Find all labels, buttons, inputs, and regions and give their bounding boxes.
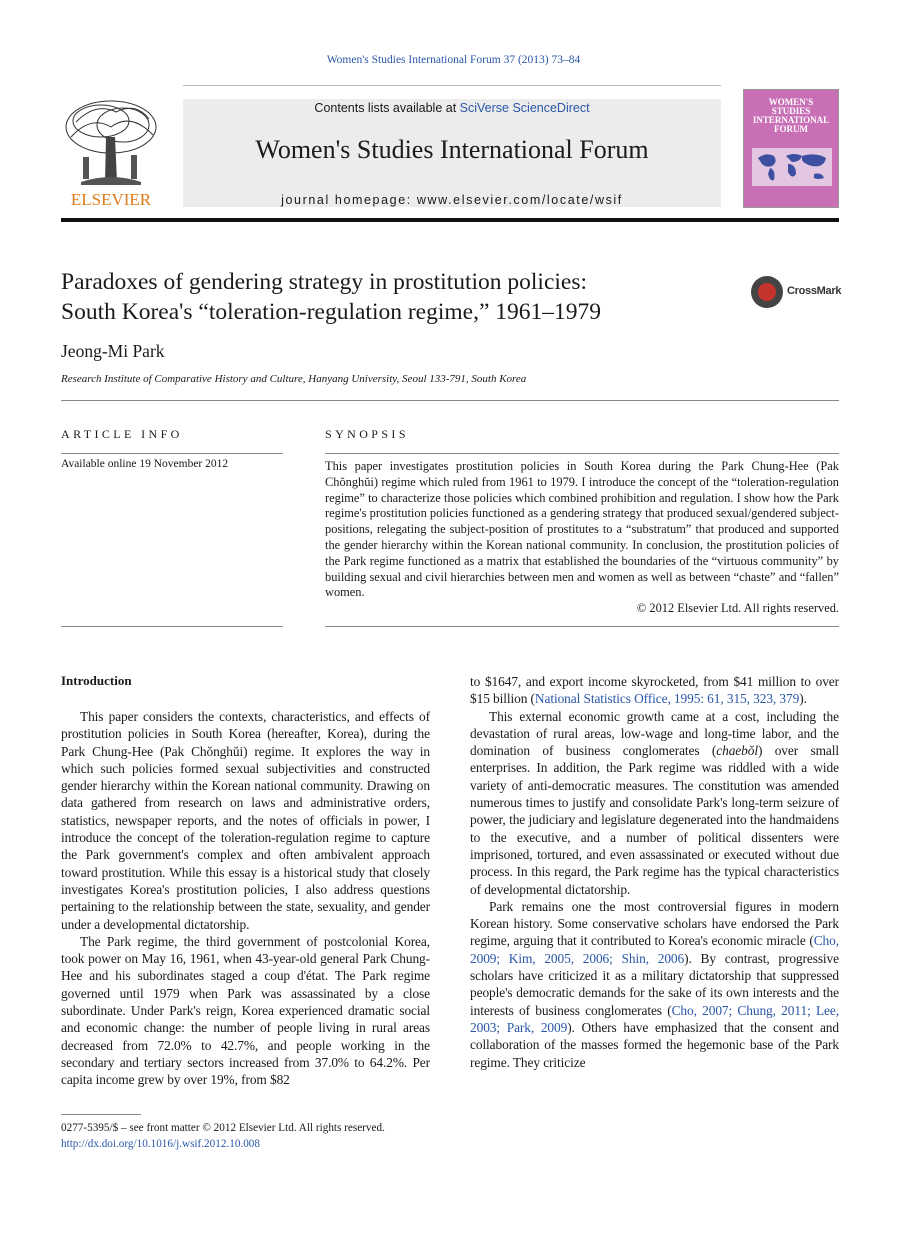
doi-link[interactable]: http://dx.doi.org/10.1016/j.wsif.2012.10.008 [61, 1137, 260, 1150]
elsevier-logo[interactable] [61, 97, 161, 209]
paragraph: The Park regime, the third government of postcolonial Korea, took power on May 16, 1961, when 43-year-old general Park Chung-Hee and his subordinates staged a coup d'état. The Park regime governed until 1979 when Park was assassinated by a close subordinate. Under Park's reign, Korea experienced dramatic social and economic change: the number of people living in rural areas decreased from 72.0% to 42.7%, and people working in the secondary and tertiary sectors increased from 37.0% to 64.2%. Per capita income grew by over 19%, from $82 [61, 933, 430, 1088]
world-map-icon [752, 148, 832, 186]
synopsis-bottom-rule [325, 626, 839, 627]
affiliation-rule [61, 400, 839, 401]
body-column-left [61, 708, 430, 1089]
issn-line: 0277-5395/$ – see front matter © 2012 Elsevier Ltd. All rights reserved. [61, 1122, 385, 1134]
author-name: Jeong-Mi Park [61, 341, 165, 361]
contents-prefix: Contents lists available at [314, 101, 457, 115]
crossmark-badge[interactable] [751, 276, 841, 308]
journal-homepage[interactable]: journal homepage: www.elsevier.com/locate/wsif [281, 193, 623, 207]
synopsis-text: This paper investigates prostitution policies in South Korea during the Park Chung-Hee (Pak Chŏnghŭi) regime which ruled from 1961 to 1979. I introduce the concept of the “toleration-regulation regime” to characterize those policies which combined prohibition and regulation. I show how the Park regime's prostitution policies functioned as a gendering strategy that produced sexual/gendered subject-positions, relegating the subject-position of prostitutes to a “substratum” that produced and supported the gender hierarchy within the Korean national community. In conclusion, the prostitution policies of the Park regime functioned as a matrix that established the boundaries of the “virtuous community” by building sexual and civil hierarchies between men and women as well as between “chaste” and “fallen” women. [325, 459, 839, 600]
citation-link[interactable]: Cho, 2009; Kim, 2005, 2006; Shin, 2006 [470, 933, 839, 966]
sciencedirect-link[interactable]: SciVerse ScienceDirect [459, 101, 590, 115]
journal-reference[interactable]: Women's Studies International Forum 37 (2013) 73–84 [326, 54, 581, 66]
synopsis-copyright: © 2012 Elsevier Ltd. All rights reserved. [636, 601, 839, 615]
crossmark-icon [751, 276, 783, 308]
article-title-line1: Paradoxes of gendering strategy in prostitution policies: [61, 269, 588, 295]
footnote-rule [61, 1114, 141, 1115]
tree-icon [61, 97, 161, 209]
cover-title: WOMEN'S STUDIES INTERNATIONAL FORUM [752, 97, 830, 134]
header-divider [61, 218, 839, 222]
article-info-rule [61, 453, 283, 454]
article-title [61, 267, 701, 327]
body-column-right [470, 673, 839, 1071]
article-title-line2: South Korea's “toleration-regulation regime,” 1961–1979 [61, 299, 602, 325]
introduction-heading: Introduction [61, 673, 132, 688]
paragraph: This paper considers the contexts, characteristics, and effects of prostitution policies in South Korea (hereafter, Korea), during the Park Chung-Hee (Pak Chŏnghŭi) regime. It explores the way in which such policies formed sexual subjectivities and constructed gender hierarchy within the Korean national community. Drawing on data gathered from research on laws and administrative orders, statistics, newspaper reports, and the notes of officials in power, I introduce the concept of the toleration-regulation regime to capture the Park government's complex and often ambivalent approach toward prostitution. While this essay is a historical study that closely investigates Korea's prostitution policies, I also address questions pertaining to the relationship between the state, sexuality, and gender under a developmental dictatorship. [61, 709, 430, 932]
contents-line [183, 101, 721, 115]
crossmark-label: CrossMark [787, 285, 842, 297]
author-affiliation: Research Institute of Comparative History and Culture, Hanyang University, Seoul 133-791, South Korea [61, 373, 527, 385]
italic-term: chaebŏl [716, 743, 758, 759]
citation-link[interactable]: Cho, 2007; Chung, 2011; Lee, 2003; Park, 2009 [470, 1002, 839, 1035]
elsevier-wordmark: ELSEVIER [70, 190, 152, 209]
journal-cover[interactable] [743, 89, 839, 208]
paragraph: to $1647, and export income skyrocketed, from $41 million to over $15 billion (National Statistics Office, 1995: 61, 315, 323, 379). [470, 674, 839, 707]
paragraph: Park remains one the most controversial figures in modern Korean history. Some conservative scholars have endorsed the Park regime, arguing that it contributed to Korea's economic miracle (Cho, 2009; Kim, 2005, 2006; Shin, 2006). By contrast, progressive scholars have criticized it as a military dictatorship that suppressed people's democratic demands for the sake of its own interests and the interests of business conglomerates (Cho, 2007; Chung, 2011; Lee, 2003; Park, 2009). Others have emphasized that the consent and collaboration of the masses formed the hegemonic base of the Park regime. They criticize [470, 898, 839, 1070]
paragraph: This external economic growth came at a cost, including the devastation of rural areas, low-wage and long-time labor, and the domination of business conglomerates (chaebŏl) over small enterprises. In addition, the Park regime was riddled with a wide variety of anti-democratic measures. The constitution was amended numerous times to justify and consolidate Park's long-term seizure of power, the judiciary and legislature degenerated into the handmaidens to the executive, and a number of political dissenters were imprisoned, tortured, and even assassinated or executed without due process. In this regard, the Park regime has the typical characteristics of developmental dictatorship. [470, 708, 839, 897]
available-online: Available online 19 November 2012 [61, 458, 229, 470]
synopsis-rule [325, 453, 839, 454]
article-info-bottom-rule [61, 626, 283, 627]
citation-link[interactable]: National Statistics Office, 1995: 61, 315, 323, 379 [534, 691, 800, 707]
top-rule [183, 85, 721, 86]
footnote [61, 1121, 385, 1152]
journal-name: Women's Studies International Forum [255, 135, 649, 164]
article-info-heading: ARTICLE INFO [61, 427, 183, 441]
synopsis-heading: SYNOPSIS [325, 427, 409, 441]
